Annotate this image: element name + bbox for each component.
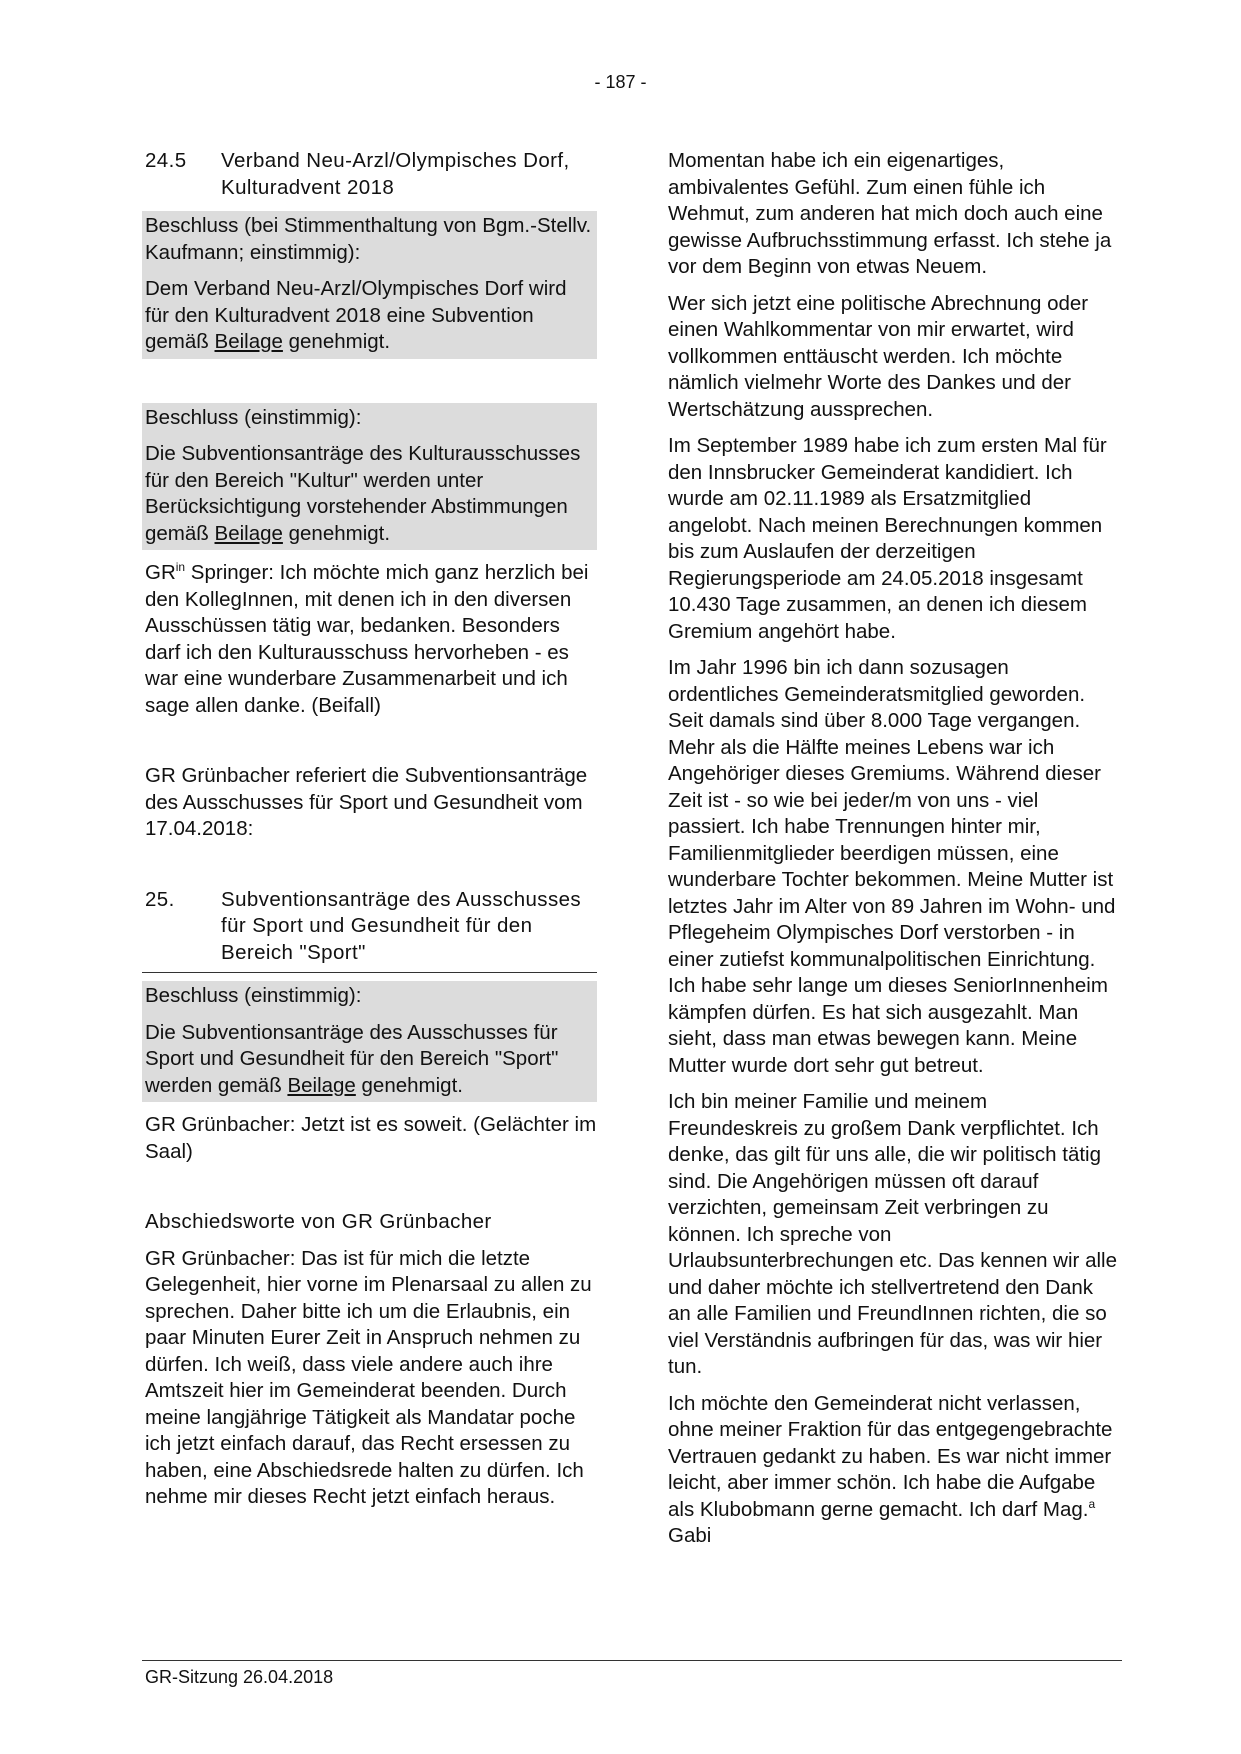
paragraph: Im September 1989 habe ich zum ersten Mal für den Innsbrucker Gemeinderat kandidiert. Ich wurde am 02.11.1989 als Ersatzmitglied angelobt. Nach meinen Berechnungen kommen bis zum Auslaufen der derzeitigen Regierungsperiode am 24.05.2018 insgesamt 10.430 Tage zusammen, an denen ich diesem Gremium angehört habe. [668, 434, 1107, 643]
resolution-box-3 [142, 981, 597, 1102]
resolution-text: Dem Verband Neu-Arzl/Olympisches Dorf wird für den Kulturadvent 2018 eine Subvention gemäß Beilage genehmigt. [145, 277, 567, 353]
resolution-text: Die Subventionsanträge des Ausschusses für Sport und Gesundheit für den Bereich "Sport" werden gemäß Beilage genehmigt. [145, 1020, 559, 1097]
speech-soweit: GR Grünbacher: Jetzt ist es soweit. (Gelächter im Saal) [145, 1113, 597, 1163]
section-heading-24-5 [145, 148, 597, 201]
beilage-link[interactable]: Beilage [214, 330, 283, 353]
footer-divider [142, 1660, 1122, 1661]
footer-session-date: GR-Sitzung 26.04.2018 [145, 1667, 334, 1687]
left-column [145, 148, 597, 1511]
section-heading-25 [145, 887, 597, 967]
paragraph: Ich bin meiner Familie und meinem Freundeskreis zu großem Dank verpflichtet. Ich denke, das gilt für uns alle, die wir politisch tätig sind. Die Angehörigen müssen oft darauf verzichten, gemeinsam Zeit verbringen zu können. Ich spreche von Urlaubsunterbrechungen etc. Das kennen wir alle und daher möchte ich stellvertretend den Dank an alle Familien und FreundInnen richten, die so viel Verständnis aufbringen für das, was wir hier tun. [668, 1090, 1117, 1378]
speech-springer: $GR^{in}$ Springer: Ich möchte mich ganz herzlich bei den KollegInnen, mit denen ich in den diversen Ausschüssen tätig war, bedanken. Besonders darf ich den Kulturausschuss hervorheben - es war eine wunderbare Zusammenarbeit und ich sage allen danke. (Beifall) [145, 560, 589, 717]
gruenbacher-intro: GR Grünbacher referiert die Subventionsanträge des Ausschusses für Sport und Gesundheit vom 17.04.2018: [145, 764, 588, 840]
section-divider [142, 972, 597, 973]
resolution-box-1 [142, 211, 597, 359]
section-number: 25. [145, 887, 175, 911]
farewell-heading: Abschiedsworte von GR Grünbacher [145, 1210, 492, 1233]
right-column [668, 148, 1120, 1550]
resolution-text: Die Subventionsanträge des Kulturausschusses für den Bereich "Kultur" werden unter Berücksichtigung vorstehender Abstimmungen gemäß Beilage genehmigt. [145, 442, 581, 545]
farewell-speech: GR Grünbacher: Das ist für mich die letzte Gelegenheit, hier vorne im Plenarsaal zu allen zu sprechen. Daher bitte ich um die Erlaubnis, ein paar Minuten Eurer Zeit in Anspruch nehmen zu dürfen. Ich weiß, dass viele andere auch ihre Amtszeit hier im Gemeinderat beenden. Durch meine langjährige Tätigkeit als Mandatar poche ich jetzt einfach darauf, das Recht ersessen zu haben, eine Abschiedsrede halten zu dürfen. Ich nehme mir dieses Recht jetzt einfach heraus. [145, 1246, 592, 1508]
paragraph: Momentan habe ich ein eigenartiges, ambivalentes Gefühl. Zum einen fühle ich Wehmut, zum anderen hat mich doch auch eine gewisse Aufbruchsstimmung erfasst. Ich stehe ja vor dem Beginn von etwas Neuem. [668, 149, 1112, 278]
resolution-label: Beschluss (einstimmig): [145, 984, 362, 1007]
resolution-label: Beschluss (einstimmig): [145, 405, 362, 429]
paragraph: Ich möchte den Gemeinderat nicht verlassen, ohne meiner Fraktion für das entgegengebrachte Vertrauen gedankt zu haben. Es war nicht immer leicht, aber immer schön. Ich habe die Aufgabe als Klubobmann gerne gemacht. Ich darf Mag.$^a$ Gabi [668, 1391, 1113, 1547]
section-title: Subventionsanträge des Ausschusses für Sport und Gesundheit für den Bereich "Sport" [221, 887, 582, 964]
beilage-link[interactable]: Beilage [214, 521, 283, 545]
beilage-link[interactable]: Beilage [287, 1073, 356, 1097]
paragraph: Im Jahr 1996 bin ich dann sozusagen ordentliches Gemeinderatsmitglied geworden. Seit damals sind über 8.000 Tage vergangen. Mehr als die Hälfte meines Lebens war ich Angehöriger dieses Gremiums. Während dieser Zeit ist - so wie bei jeder/m von uns - viel passiert. Ich habe Trennungen hinter mir, Familienmitglieder beerdigen müssen, eine wunderbare Tochter bekommen. Meine Mutter ist letztes Jahr im Alter von 89 Jahren im Wohn- und Pflegeheim Olympisches Dorf verstorben - in einer zutiefst kommunalpolitischen Einrichtung. Ich habe sehr lange um dieses SeniorInnenheim kämpfen dürfen. Es hat sich ausgezahlt. Man sieht, dass man etwas bewegen kann. Meine Mutter wurde dort sehr gut betreut. [668, 656, 1116, 1077]
page-number: - 187 - [594, 72, 647, 92]
section-number: 24.5 [145, 149, 187, 172]
paragraph: Wer sich jetzt eine politische Abrechnung oder einen Wahlkommentar von mir erwartet, wird vollkommen enttäuscht werden. Ich möchte nämlich vielmehr Worte des Dankes und der Wertschätzung aussprechen. [668, 291, 1089, 421]
resolution-box-2 [142, 403, 597, 551]
resolution-label: Beschluss (bei Stimmenthaltung von Bgm.-Stellv. Kaufmann; einstimmig): [145, 214, 592, 264]
section-title: Verband Neu-Arzl/Olympisches Dorf, Kulturadvent 2018 [221, 149, 570, 199]
